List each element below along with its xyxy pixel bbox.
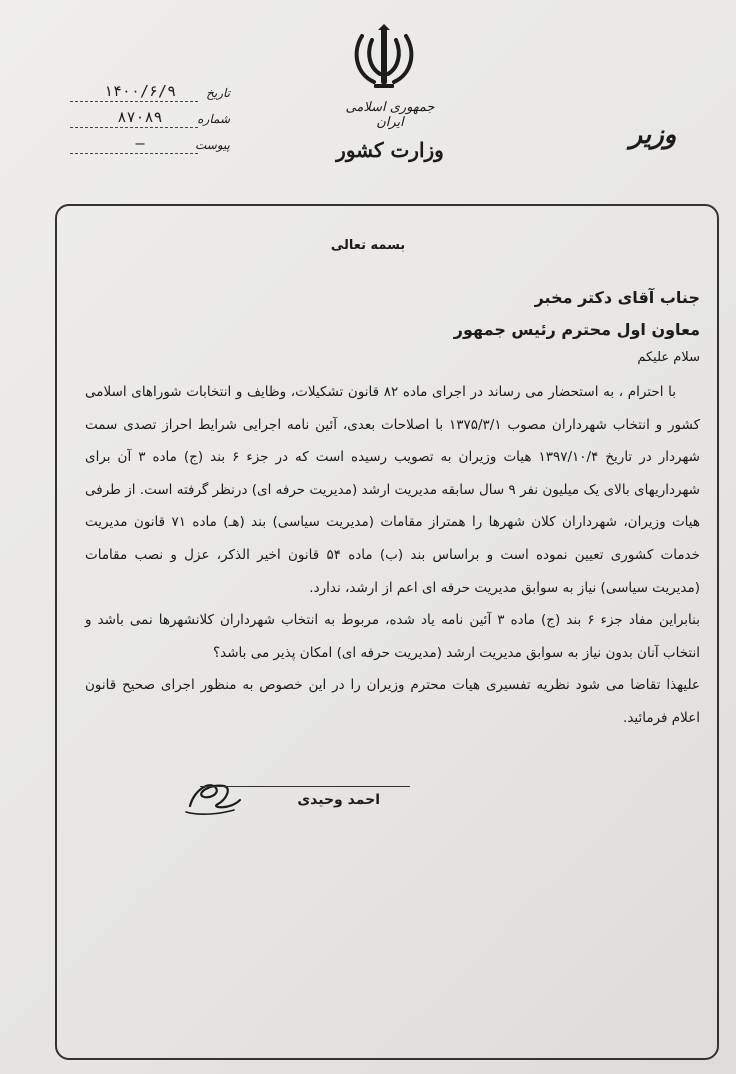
attachment-value: — [135, 134, 145, 152]
addressee-title: معاون اول محترم رئیس جمهور [453, 320, 700, 339]
signatory-name: احمد وحیدی [297, 792, 380, 808]
date-label: تاریخ [206, 86, 230, 100]
date-underline [70, 101, 198, 102]
paragraph-request: علیهذا تقاضا می شود نظریه تفسیری هیات محترم وزیران را در این خصوص به منظور اجرای صحیح قانون اعلام فرمائید. [85, 677, 700, 726]
minister-title: وزیر [629, 120, 677, 150]
attachment-underline [70, 153, 198, 154]
number-label: شماره [197, 112, 230, 126]
number-value: ۸۷۰۸۹ [117, 108, 163, 126]
addressee-name: جناب آقای دکتر مخبر [534, 288, 700, 307]
salutation: سلام علیکم [637, 350, 700, 365]
date-field [70, 82, 230, 104]
paragraph-intro: با احترام ، به استحضار می رساند در اجرای ماده ۸۲ قانون تشکیلات، وظایف و انتخابات شوراهای اسلامی کشور و انتخاب شهرداران مصوب ۱۳۷۵/۳/۱ با اصلاحات بعدی، آئین نامه اجرایی شرایط احراز تصدی سمت شهردار در تاریخ ۱۳۹۷/۱۰/۴ هیات وزیران به تصویب رسیده است که در جزء ۶ بند (ج) ماده ۳ آن برای شهرداریهای بالای یک میلیون نفر ۹ سال سابقه مدیریت ارشد (مدیریت حرفه ای) درنظر گرفته است. از طرفی هیات وزیران، شهرداران کلان شهرها را همتراز مقامات (مدیریت سیاسی) بند (هـ) ماده ۷۱ قانون مدیریت خدمات کشوری تعیین نموده است و براساس بند (ب) ماده ۵۴ قانون اخیر الذکر، عزل و نصب مقامات (مدیریت سیاسی) نیاز به سوابق مدیریت حرفه ای اعم از ارشد، ندارد. [85, 384, 700, 596]
ministry-name: وزارت کشور [336, 138, 444, 162]
iran-emblem-icon [348, 22, 420, 94]
attachment-label: پیوست [195, 138, 230, 152]
signature-block [180, 770, 420, 830]
letter-body [85, 376, 700, 735]
paragraph-question: بنابراین مفاد جزء ۶ بند (ج) ماده ۳ آئین نامه یاد شده، مربوط به انتخاب شهرداران کلانشهرها نمی باشد و انتخاب آنان بدون نیاز به سوابق مدیریت ارشد (مدیریت حرفه ای) امکان پذیر می باشد؟ [85, 612, 700, 661]
number-field [70, 108, 230, 130]
government-name: جمهوری اسلامی ایران [345, 100, 435, 130]
bismillah-heading: بسمه تعالی [330, 238, 406, 253]
date-value: ۱۴۰۰/۶/۹ [103, 82, 177, 100]
signature-line [200, 786, 410, 787]
number-underline [70, 127, 198, 128]
attachment-field [70, 134, 230, 156]
